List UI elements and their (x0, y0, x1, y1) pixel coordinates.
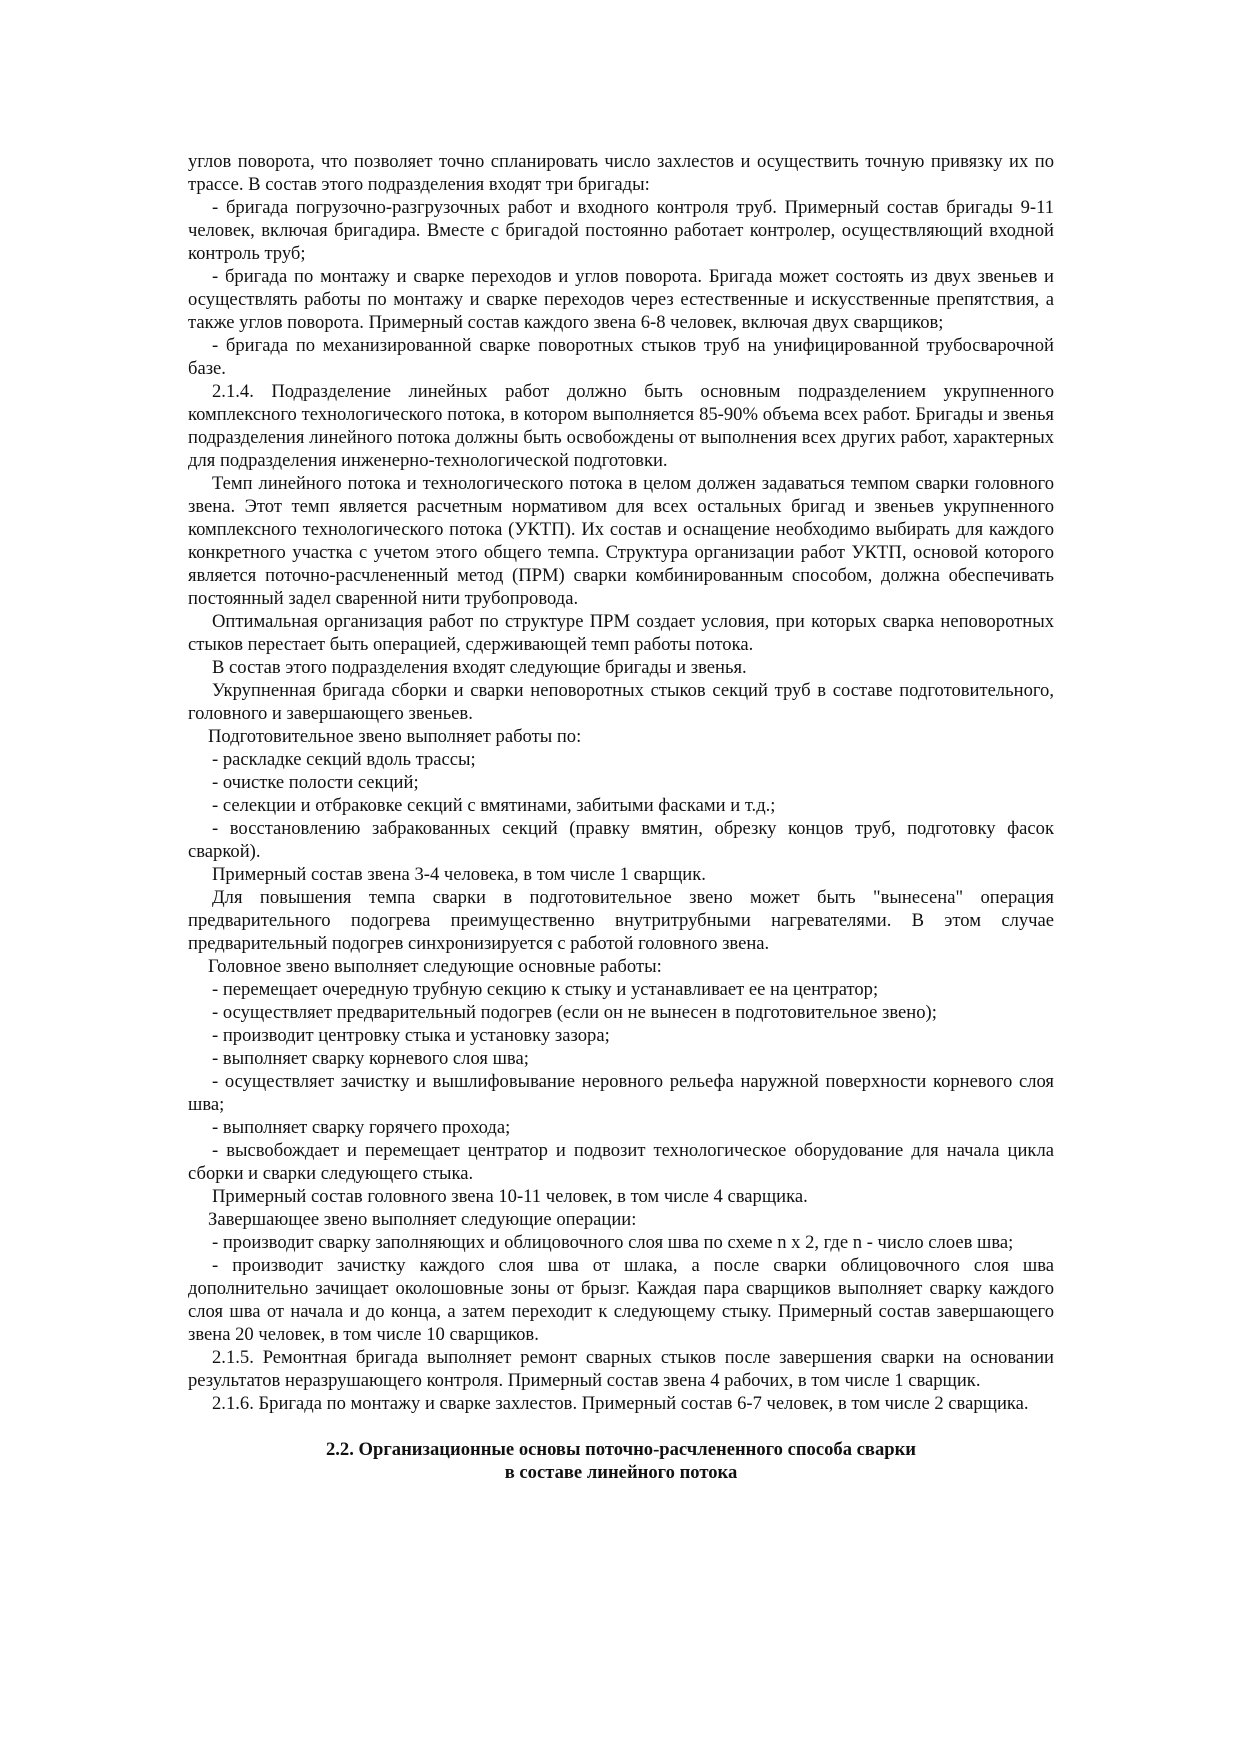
paragraph: 2.1.4. Подразделение линейных работ должно быть основным подразделением укрупненного комплексного технологического потока, в котором выполняется 85-90% объема всех работ. Бригады и звенья подразделения линейного потока должны быть освобождены от выполнения всех других работ, характерных для подразделения инженерно-технологической подготовки. (188, 381, 1054, 471)
section-title (188, 1438, 1054, 1484)
list-item: - перемещает очередную трубную секцию к стыку и устанавливает ее на центратор; (212, 979, 879, 1000)
paragraph: Примерный состав головного звена 10-11 человек, в том числе 4 сварщика. (212, 1186, 808, 1207)
paragraph: Оптимальная организация работ по структуре ПРМ создает условия, при которых сварка неповоротных стыков перестает быть операцией, сдерживающей темп работы потока. (188, 611, 1054, 655)
list-item: - выполняет сварку горячего прохода; (212, 1117, 511, 1138)
list-item: - осуществляет зачистку и вышлифовывание неровного рельефа наружной поверхности корневого слоя шва; (188, 1071, 1054, 1115)
list-item: - высвобождает и перемещает центратор и подвозит технологическое оборудование для начала цикла сборки и сварки следующего стыка. (188, 1140, 1054, 1184)
list-item: - восстановлению забракованных секций (правку вмятин, обрезку концов труб, подготовку фасок сваркой). (188, 818, 1054, 862)
list-item: - выполняет сварку корневого слоя шва; (212, 1048, 529, 1069)
list-item: - бригада по механизированной сварке поворотных стыков труб на унифицированной трубосварочной базе. (188, 335, 1054, 379)
paragraph: Головное звено выполняет следующие основные работы: (208, 956, 662, 977)
paragraph: Укрупненная бригада сборки и сварки неповоротных стыков секций труб в составе подготовительного, головного и завершающего звеньев. (188, 680, 1054, 724)
paragraph: углов поворота, что позволяет точно спланировать число захлестов и осуществить точную привязку их по трассе. В состав этого подразделения входят три бригады: (188, 151, 1054, 195)
paragraph: Темп линейного потока и технологического потока в целом должен задаваться темпом сварки головного звена. Этот темп является расчетным нормативом для всех остальных бригад и звеньев укрупненного комплексного технологического потока (УКТП). Их состав и оснащение необходимо выбирать для каждого конкретного участка с учетом этого общего темпа. Структура организации работ УКТП, основой которого является поточно-расчлененный метод (ПРМ) сварки комбинированным способом, должна обеспечивать постоянный задел сваренной нити трубопровода. (188, 473, 1054, 609)
list-item: - производит сварку заполняющих и облицовочного слоя шва по схеме n x 2, где n - число слоев шва; (212, 1232, 1014, 1253)
document-body (188, 150, 1054, 1484)
list-item: - бригада по монтажу и сварке переходов и углов поворота. Бригада может состоять из двух звеньев и осуществлять работы по монтажу и сварке переходов через естественные и искусственные препятствия, а также углов поворота. Примерный состав каждого звена 6-8 человек, включая двух сварщиков; (188, 266, 1054, 333)
paragraph: Примерный состав звена 3-4 человека, в том числе 1 сварщик. (212, 864, 706, 885)
section-title-line-1: 2.2. Организационные основы поточно-расчлененного способа сварки (325, 1439, 917, 1460)
paragraph: В состав этого подразделения входят следующие бригады и звенья. (212, 657, 747, 678)
list-item: - производит зачистку каждого слоя шва от шлака, а после сварки облицовочного слоя шва дополнительно зачищает околошовные зоны от брызг. Каждая пара сварщиков выполняет сварку каждого слоя шва от начала и до конца, а затем переходит к следующему стыку. Примерный состав завершающего звена 20 человек, в том числе 10 сварщиков. (188, 1255, 1054, 1345)
paragraph: Завершающее звено выполняет следующие операции: (208, 1209, 637, 1230)
paragraph: Подготовительное звено выполняет работы по: (208, 726, 582, 747)
list-item: - бригада погрузочно-разгрузочных работ и входного контроля труб. Примерный состав бригады 9-11 человек, включая бригадира. Вместе с бригадой постоянно работает контролер, осуществляющий входной контроль труб; (188, 197, 1054, 264)
paragraph: Для повышения темпа сварки в подготовительное звено может быть "вынесена" операция предварительного подогрева преимущественно внутритрубными нагревателями. В этом случае предварительный подогрев синхронизируется с работой головного звена. (188, 887, 1054, 954)
section-title-line-2: в составе линейного потока (504, 1462, 738, 1483)
list-item: - селекции и отбраковке секций с вмятинами, забитыми фасками и т.д.; (212, 795, 776, 816)
list-item: - очистке полости секций; (212, 772, 419, 793)
paragraph: 2.1.5. Ремонтная бригада выполняет ремонт сварных стыков после завершения сварки на основании результатов неразрушающего контроля. Примерный состав звена 4 рабочих, в том числе 1 сварщик. (188, 1347, 1054, 1391)
paragraph: 2.1.6. Бригада по монтажу и сварке захлестов. Примерный состав 6-7 человек, в том числе 2 сварщика. (212, 1393, 1029, 1414)
list-item: - раскладке секций вдоль трассы; (212, 749, 476, 770)
list-item: - производит центровку стыка и установку зазора; (212, 1025, 610, 1046)
list-item: - осуществляет предварительный подогрев (если он не вынесен в подготовительное звено); (212, 1002, 937, 1023)
